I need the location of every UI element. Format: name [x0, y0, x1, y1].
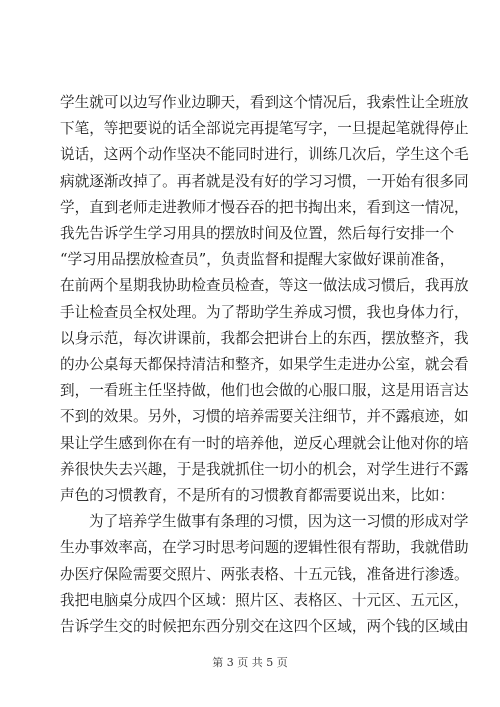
text-line: 下笔，等把要说的话全部说完再提笔写字，一旦提起笔就得停止 [60, 120, 469, 138]
text-line: 手让检查员全权处理。为了帮助学生养成习惯，我也身体力行， [60, 303, 469, 321]
text-line: 以身示范，每次讲课前，我都会把讲台上的东西，摆放整齐，我 [60, 329, 469, 347]
text-line: 声色的习惯教育，不是所有的习惯教育都需要说出来，比如： [60, 487, 455, 505]
text-line: 告诉学生交的时候把东西分别交在这四个区域，两个钱的区域由 [60, 618, 469, 636]
text-line: 生办事效率高，在学习时思考问题的逻辑性很有帮助，我就借助 [60, 539, 469, 557]
text-line: 的办公桌每天都保持清洁和整齐，如果学生走进办公室，就会看 [60, 356, 469, 374]
text-line: 在前两个星期我协助检查员检查，等这一做法成习惯后，我再放 [60, 277, 469, 295]
paragraph-1 [60, 90, 469, 509]
text-line: 学生就可以边写作业边聊天，看到这个情况后，我索性让全班放 [60, 94, 469, 111]
paragraph-2 [60, 509, 469, 640]
text-line: 养很快失去兴趣，于是我就抓住一切小的机会，对学生进行不露 [60, 460, 469, 478]
text-line: 不到的效果。另外，习惯的培养需要关注细节，并不露痕迹，如 [60, 408, 469, 426]
text-line: 到，一看班主任坚持做，他们也会做的心服口服，这是用语言达 [60, 382, 469, 400]
text-line: 说话，这两个动作坚决不能同时进行，训练几次后，学生这个毛 [60, 146, 469, 164]
page-number-footer: 第 3 页 共 5 页 [212, 656, 288, 669]
document-body [60, 90, 469, 640]
text-line: “学习用品摆放检查员”，负责监督和提醒大家做好课前准备， [60, 251, 455, 269]
text-line: 为了培养学生做事有条理的习惯，因为这一习惯的形成对学 [89, 513, 469, 531]
text-line: 办医疗保险需要交照片、两张表格、十五元钱，准备进行渗透。 [60, 565, 469, 583]
text-line: 学，直到老师走进教师才慢吞吞的把书掏出来，看到这一情况， [60, 198, 469, 216]
text-line: 果让学生感到你在有一时的培养他，逆反心理就会让他对你的培 [60, 434, 469, 452]
text-line: 我把电脑桌分成四个区域：照片区、表格区、十元区、五元区， [60, 591, 469, 609]
text-line: 病就逐渐改掉了。再者就是没有好的学习习惯，一开始有很多同 [60, 172, 469, 190]
text-line: 我先告诉学生学习用具的摆放时间及位置，然后每行安排一个 [60, 225, 455, 243]
